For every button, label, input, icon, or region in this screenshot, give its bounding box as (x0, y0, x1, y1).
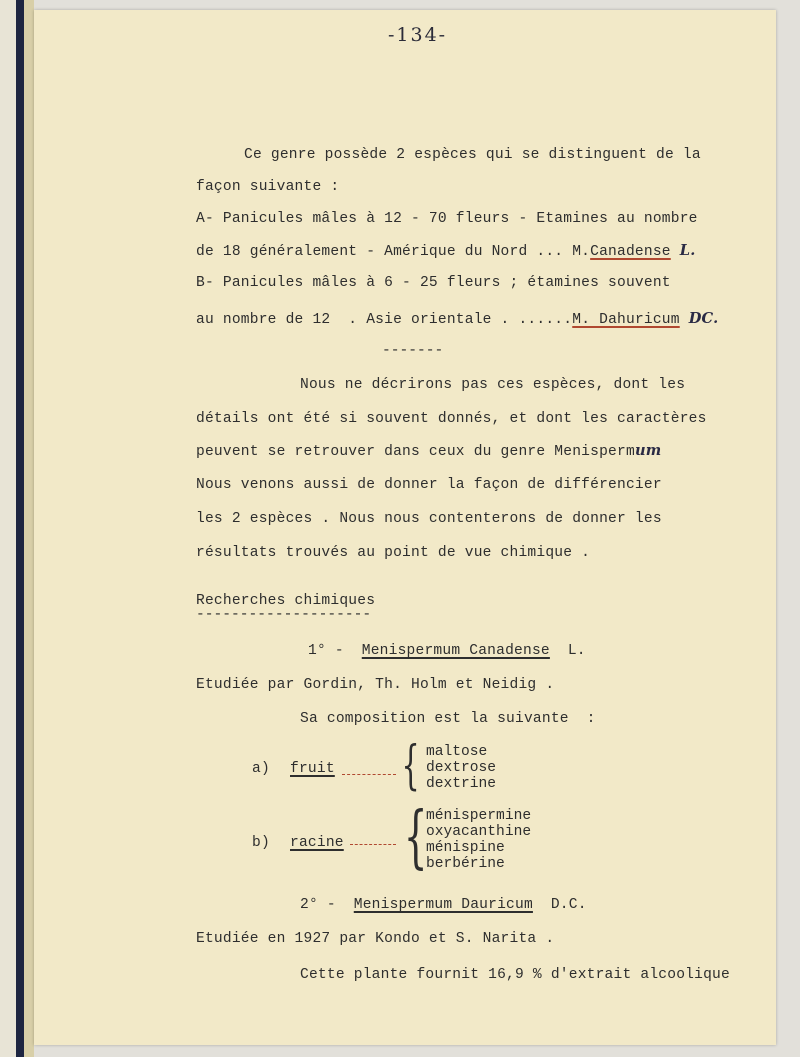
section-title: Recherches chimiques (196, 593, 376, 609)
author-abbreviation: L. (679, 242, 696, 259)
brace-icon: { (401, 736, 420, 796)
paragraph-line: Nous venons aussi de donner la façon de différencier (196, 477, 662, 493)
plant-part: racine (290, 835, 344, 851)
paragraph-line: Nous ne décrirons pas ces espèces, dont les (300, 377, 686, 393)
paragraph-line: Etudiée en 1927 par Kondo et S. Narita . (196, 931, 555, 947)
paragraph-line: Etudiée par Gordin, Th. Holm et Neidig . (196, 677, 555, 693)
leader-line (350, 844, 396, 845)
paragraph-line: B- Panicules mâles à 6 - 25 fleurs ; étamines souvent (196, 275, 671, 291)
paragraph-line (196, 310, 718, 329)
paragraph-line: Cette plante fournit 16,9 % d'extrait alcoolique (300, 967, 730, 983)
page-number: -134- (388, 24, 448, 46)
paragraph-line: les 2 espèces . Nous nous contenterons de donner les (196, 511, 662, 527)
subsection-heading (308, 642, 586, 660)
list-item: dextrose (426, 760, 497, 776)
handwritten-correction: um (634, 442, 662, 459)
list-item: maltose (426, 744, 488, 760)
leader-line (342, 774, 396, 775)
species-name-dahuricum: M. Dahuricum (572, 312, 680, 328)
species-name-dauricum: Menispermum Dauricum (353, 897, 533, 913)
species-name-canadense: Canadense (590, 244, 671, 260)
section-underline: -------------------- (196, 607, 372, 623)
list-item: dextrine (426, 776, 497, 792)
species-name-canadense: Menispermum Canadense (361, 643, 550, 659)
line-text: peuvent se retrouver dans ceux du genre Menisperm (196, 444, 635, 460)
book-binding-edge (0, 0, 34, 1057)
list-label: b) (252, 835, 270, 851)
paragraph-line (196, 442, 661, 461)
plant-part: fruit (290, 761, 335, 777)
line-text: de 18 généralement - Amérique du Nord ... M. (196, 244, 591, 260)
list-item: ménispine (426, 840, 505, 856)
paragraph-line: détails ont été si souvent donnés, et dont les caractères (196, 411, 707, 427)
paragraph-line: Ce genre possède 2 espèces qui se distinguent de la (244, 147, 701, 163)
typed-page (34, 10, 776, 1045)
author-abbreviation: L. (567, 643, 586, 659)
author-abbreviation: D.C. (550, 897, 587, 913)
subsection-number: 1° - (308, 643, 344, 659)
list-item: berbérine (426, 856, 505, 872)
brace-icon: { (403, 798, 428, 877)
paragraph-line: façon suivante : (196, 179, 340, 195)
list-label: a) (252, 761, 270, 777)
paragraph-line: A- Panicules mâles à 12 - 70 fleurs - Etamines au nombre (196, 211, 698, 227)
list-item: oxyacanthine (426, 824, 532, 840)
paragraph-line (196, 242, 695, 261)
author-abbreviation: DC. (688, 310, 719, 327)
list-item: ménispermine (426, 808, 532, 824)
paragraph-line: Sa composition est la suivante : (300, 711, 596, 727)
paragraph-line: résultats trouvés au point de vue chimique . (196, 545, 591, 561)
subsection-heading (300, 896, 587, 914)
separator: ------- (382, 343, 444, 359)
line-text: au nombre de 12 . Asie orientale . ...... (196, 312, 573, 328)
subsection-number: 2° - (300, 897, 336, 913)
